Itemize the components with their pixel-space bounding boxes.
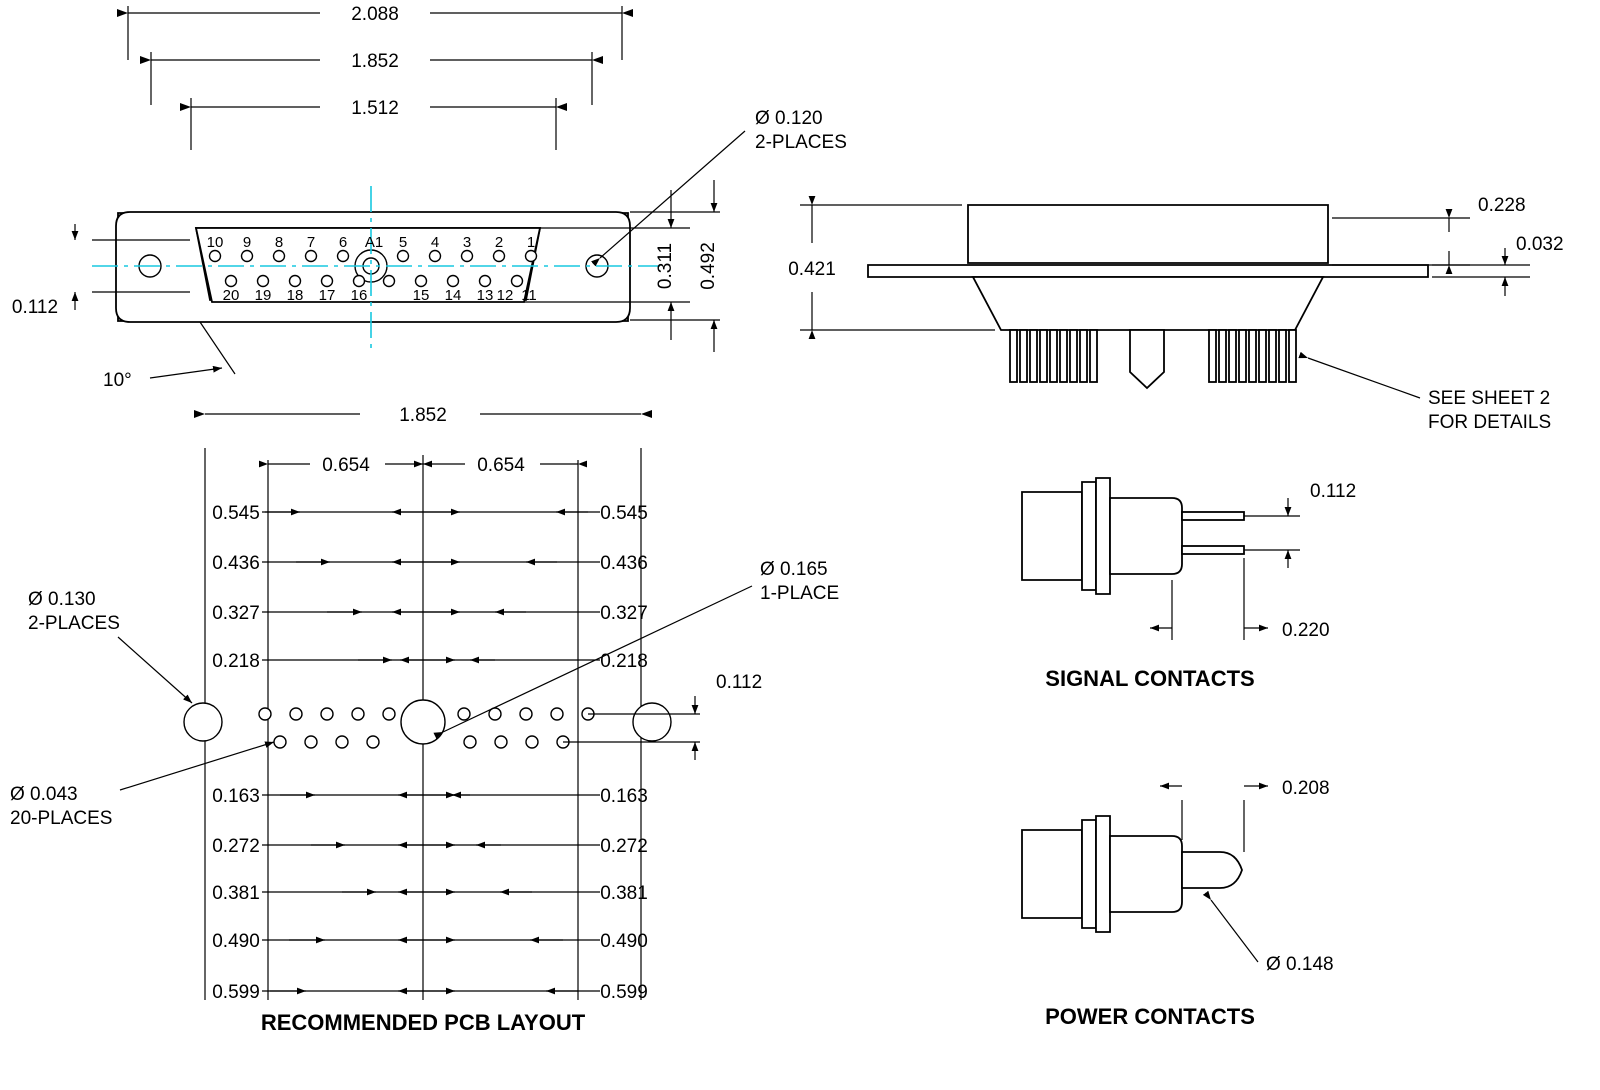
- pin-label-top-5: 5: [398, 234, 408, 251]
- dim-0-311: 0.311: [655, 242, 676, 290]
- dim-lower-right-0: 0.163: [600, 786, 648, 807]
- pin-label-top-9: 1: [526, 234, 536, 251]
- pin-label-bottom-4: 16: [350, 287, 368, 304]
- caption-pcb-layout: RECOMMENDED PCB LAYOUT: [260, 1010, 586, 1035]
- pin-label-top-8: 2: [494, 234, 504, 251]
- dim-upper-left-2: 0.327: [212, 603, 260, 624]
- dim-signal-0-112: 0.112: [1310, 481, 1357, 502]
- power-contacts-detail: [1022, 778, 1334, 1029]
- note-see-sheet-2-line1: SEE SHEET 2: [1428, 388, 1551, 409]
- dim-0-032: 0.032: [1516, 234, 1564, 255]
- pin-label-top-6: 4: [430, 234, 440, 251]
- dim-1-852-front: 1.852: [351, 51, 399, 72]
- dim-1-512: 1.512: [351, 98, 399, 119]
- dim-0-654-left: 0.654: [322, 455, 370, 476]
- dim-2-088: 2.088: [351, 4, 399, 25]
- dim-signal-0-220: 0.220: [1282, 620, 1330, 641]
- dim-0-228: 0.228: [1478, 195, 1526, 216]
- dim-upper-left-1: 0.436: [212, 553, 260, 574]
- caption-power-contacts: POWER CONTACTS: [1045, 1004, 1255, 1029]
- pin-label-bottom-1: 19: [254, 287, 272, 304]
- note-pcb-places-165: 1-PLACE: [760, 583, 840, 604]
- recommended-pcb-layout: [10, 405, 839, 1035]
- note-pcb-places-043: 20-PLACES: [10, 808, 113, 829]
- dim-pcb-pitch: 0.112: [716, 672, 763, 693]
- dim-lower-right-2: 0.381: [600, 883, 648, 904]
- side-view-pins: [1010, 330, 1296, 388]
- dim-upper-right-3: 0.218: [600, 651, 648, 672]
- dim-0-112-front: 0.112: [11, 297, 59, 318]
- dim-0-492: 0.492: [698, 242, 719, 290]
- dim-upper-left-3: 0.218: [212, 651, 260, 672]
- dim-lower-left-1: 0.272: [212, 836, 260, 857]
- pin-label-bottom-6: 14: [444, 287, 462, 304]
- note-power-dia-148: Ø 0.148: [1266, 954, 1334, 975]
- dim-lower-right-1: 0.272: [600, 836, 648, 857]
- pcb-lower-row-dims: [212, 786, 648, 1003]
- pcb-hole-grid: [184, 700, 671, 748]
- dim-lower-left-0: 0.163: [212, 786, 260, 807]
- pin-label-top-2: 8: [274, 234, 284, 251]
- caption-signal-contacts: SIGNAL CONTACTS: [1045, 666, 1255, 691]
- pin-label-top-4: 6: [338, 234, 348, 251]
- note-pcb-dia-165: Ø 0.165: [760, 559, 828, 580]
- dim-lower-right-4: 0.599: [600, 982, 648, 1003]
- pin-label-bottom-0: 20: [222, 287, 240, 304]
- note-hole-dia-front: Ø 0.120: [755, 108, 823, 129]
- pin-label-bottom-2: 18: [286, 287, 304, 304]
- dim-upper-right-0: 0.545: [600, 503, 648, 524]
- note-hole-places-front: 2-PLACES: [755, 132, 847, 153]
- note-pcb-places-130: 2-PLACES: [28, 613, 120, 634]
- dim-lower-left-3: 0.490: [212, 931, 260, 952]
- pin-label-bottom-9: 11: [521, 287, 537, 304]
- dim-upper-right-2: 0.327: [600, 603, 648, 624]
- dim-lower-left-2: 0.381: [212, 883, 260, 904]
- dim-pcb-width: 1.852: [399, 405, 447, 426]
- dim-0-654-right: 0.654: [477, 455, 525, 476]
- pin-label-top-7: 3: [462, 234, 472, 251]
- note-pcb-dia-043: Ø 0.043: [10, 784, 78, 805]
- dim-lower-left-4: 0.599: [212, 982, 260, 1003]
- pin-label-power-a1: A1: [364, 234, 384, 251]
- pin-label-top-0: 10: [206, 234, 224, 251]
- pin-label-bottom-7: 13: [476, 287, 494, 304]
- dim-upper-right-1: 0.436: [600, 553, 648, 574]
- pin-label-bottom-8: 12: [496, 287, 514, 304]
- pin-label-top-1: 9: [242, 234, 252, 251]
- pcb-upper-row-dims: [212, 503, 648, 672]
- signal-contacts-detail: [1022, 478, 1356, 691]
- dim-power-0-208: 0.208: [1282, 778, 1330, 799]
- dim-upper-left-0: 0.545: [212, 503, 260, 524]
- pin-label-top-3: 7: [306, 234, 316, 251]
- front-view: [12, 4, 847, 391]
- dim-lower-right-3: 0.490: [600, 931, 648, 952]
- side-view: [788, 195, 1563, 433]
- pin-label-bottom-3: 17: [318, 287, 336, 304]
- note-see-sheet-2-line2: FOR DETAILS: [1428, 412, 1552, 433]
- note-pcb-dia-130: Ø 0.130: [28, 589, 96, 610]
- pin-label-bottom-5: 15: [412, 287, 430, 304]
- note-angle-10-deg: 10°: [103, 370, 132, 391]
- dim-0-421: 0.421: [788, 259, 836, 280]
